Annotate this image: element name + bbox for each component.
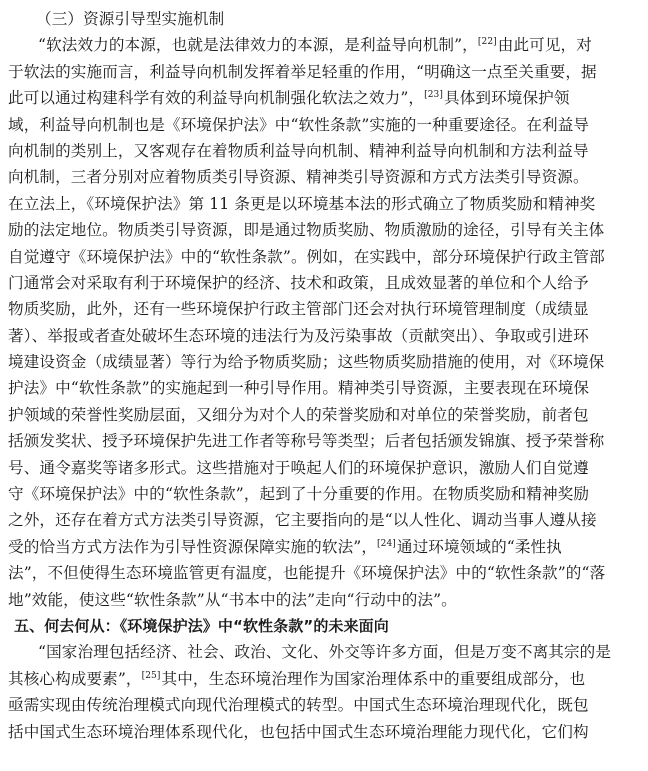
text-line: 其核心构成要素”，[25]其中，生态环境治理作为国家治理体系中的重要组成部分，也 — [8, 669, 586, 688]
text-line: 境建设资金（成绩显著）等行为给予物质奖励；这些物质奖励措施的使用，对《环境保 — [8, 353, 605, 372]
paragraph-resource-guidance — [8, 32, 640, 613]
text-line: 在立法上，《环境保护法》第 11 条更是以环境基本法的形式确立了物质奖励和精神奖 — [8, 194, 596, 213]
text-line: 此可以通过构建科学有效的利益导向机制强化软法之效力”，[23]具体到环境保护领 — [8, 89, 570, 108]
text-line: 物质奖励，此外，还有一些环境保护行政主管部门还会对执行环境管理制度（成绩显 — [8, 300, 589, 319]
text-line: 励的法定地位。物质类引导资源，即是通过物质奖励、物质激励的途径，引导有关主体 — [8, 221, 605, 240]
text-line: “软法效力的本源，也就是法律效力的本源，是利益导向机制”，[22]由此可见，对 — [38, 36, 592, 55]
citation-marker: [23] — [424, 90, 443, 101]
text-line: 守《环境保护法》中的“软性条款”，起到了十分重要的作用。在物质奖励和精神奖励 — [8, 485, 590, 504]
text-line: 门通常会对采取有利于环境保护的经济、技术和政策，且成效显著的单位和个人给予 — [8, 273, 589, 292]
text-line: “国家治理包括经济、社会、政治、文化、外交等许多方面，但是万变不离其宗的是 — [38, 643, 612, 662]
text-line: 法”，不但使得生态环境监管更有温度，也能提升《环境保护法》中的“软性条款”的“落 — [8, 564, 606, 583]
text-line: 于软法的实施而言，利益导向机制发挥着举足轻重的作用，“明确这一点至关重要，据 — [8, 62, 597, 81]
text-line: 向机制的类别上，又客观存在着物质利益导向机制、精神利益导向机制和方法利益导 — [8, 141, 589, 160]
text-line: 护领域的荣誉性奖励层面，又细分为对个人的荣誉奖励和对单位的荣誉奖励，前者包 — [8, 405, 589, 424]
text-line: 著）、举报或者查处破坏生态环境的违法行为及污染事故（贡献突出）、争取或引进环 — [8, 326, 589, 345]
citation-marker: [22] — [477, 37, 497, 48]
text-line: 括颁发奖状、授予环境保护先进工作者等称号等类型；后者包括颁发锦旗、授予荣誉称 — [8, 432, 605, 451]
section-subheading: （三）资源引导型实施机制 — [36, 10, 225, 28]
section-heading: 五、何去何从：《环境保护法》中“软性条款”的未来面向 — [14, 616, 389, 635]
text-line: 域，利益导向机制也是《环境保护法》中“软性条款”实施的一种重要途径。在利益导 — [8, 115, 590, 134]
text-line: 之外，还存在着方式方法类引导资源，它主要指向的是“以人性化、调动当事人遵从接 — [8, 511, 597, 530]
paragraph-future-direction — [8, 639, 640, 745]
text-line: 地”效能，使这些“软性条款”从“书本中的法”走向“行动中的法”。 — [8, 590, 457, 609]
text-line: 号、通令嘉奖等诸多形式。这些措施对于唤起人们的环境保护意识，激励人们自觉遵 — [8, 458, 589, 477]
text-line: 护法》中“软性条款”的实施起到一种引导作用。精神类引导资源，主要表现在环境保 — [8, 379, 590, 398]
document-page — [8, 6, 640, 745]
citation-marker: [24] — [377, 538, 396, 549]
citation-marker: [25] — [141, 670, 161, 681]
text-line: 向机制，三者分别对应着物质类引导资源、精神类引导资源和方式方法类引导资源。 — [8, 168, 589, 187]
text-line: 受的恰当方式方法作为引导性资源保障实施的软法”，[24]通过环境领域的“柔性执 — [8, 537, 562, 556]
text-line: 括中国式生态环境治理体系现代化，也包括中国式生态环境治理能力现代化，它们构 — [8, 722, 589, 741]
text-line: 自觉遵守《环境保护法》中的“软性条款”。例如，在实践中，部分环境保护行政主管部 — [8, 247, 605, 266]
text-line: 亟需实现由传统治理模式向现代治理模式的转型。中国式生态环境治理现代化，既包 — [8, 696, 589, 715]
